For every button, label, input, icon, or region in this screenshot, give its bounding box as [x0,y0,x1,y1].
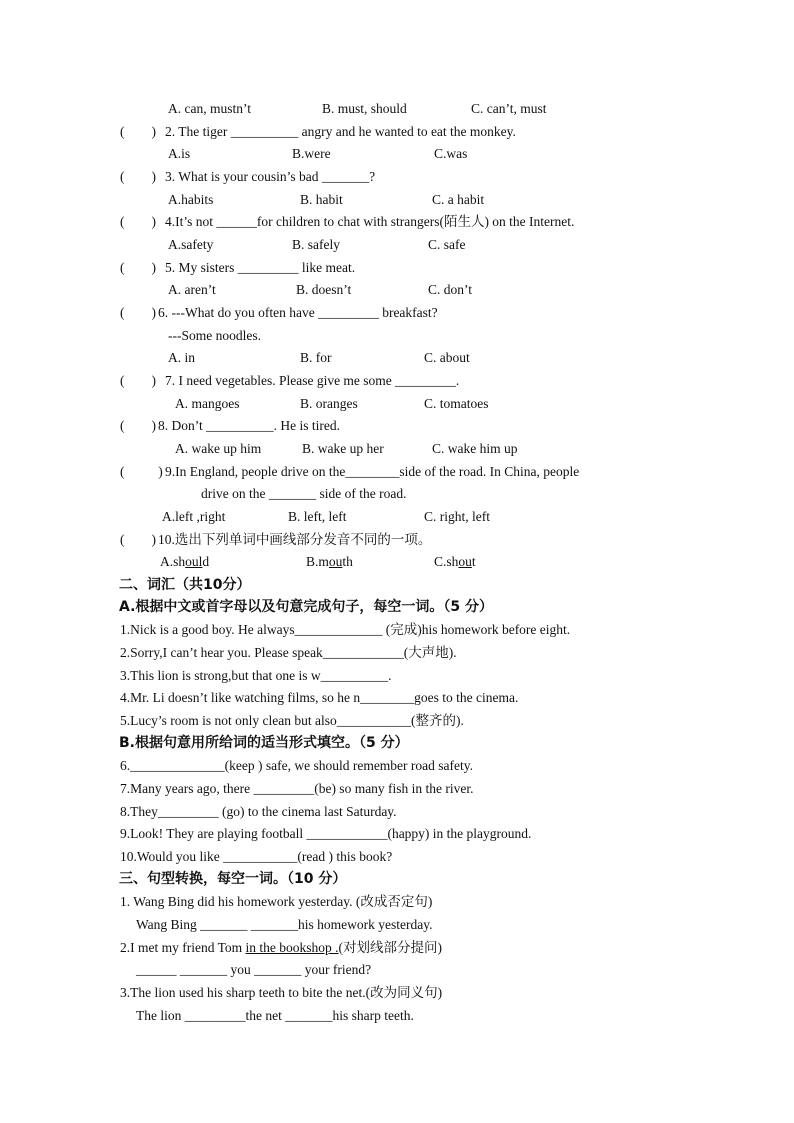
q2-option-c: C.was [434,146,468,161]
vocab-a-item-2: 2.Sorry,I can’t hear you. Please speak____________(大声地). [120,645,457,660]
q6-option-b: B. for [300,350,332,365]
q3-option-c: C. a habit [432,192,485,207]
section2-part-a-heading: A.根据中文或首字母以及句意完成句子，每空一词。（5 分） [119,599,494,615]
q2-paren: ( ) [120,124,156,139]
q10-text: 10.选出下列单词中画线部分发音不同的一项。 [158,532,432,547]
q4-paren: ( ) [120,214,156,229]
q10-option-c: C.shout [434,554,476,569]
q5-text: 5. My sisters _________ like meat. [165,260,356,275]
q6-text: 6. ---What do you often have _________ breakfast? [158,305,438,320]
section3-heading: 三、句型转换，每空一词。（10 分） [119,871,347,887]
q3-option-b: B. habit [300,192,343,207]
vocab-a-item-3: 3.This lion is strong,but that one is w__________. [120,668,392,683]
q4-text: 4.It’s not ______for children to chat with strangers(陌生人) on the Internet. [165,214,575,229]
q8-option-a: A. wake up him [175,441,262,456]
q9-option-b: B. left, left [288,509,347,524]
vocab-b-item-8: 8.They_________ (go) to the cinema last Saturday. [120,804,397,819]
q3-text: 3. What is your cousin’s bad _______? [165,169,376,184]
q1-option-b: B. must, should [322,101,407,116]
q2-option-a: A.is [168,146,191,161]
q9-paren: ( ) [120,464,163,479]
q4-option-c: C. safe [428,237,466,252]
q7-option-a: A. mangoes [175,396,240,411]
q7-option-c: C. tomatoes [424,396,489,411]
vocab-a-item-5: 5.Lucy’s room is not only clean but also___________(整齐的). [120,713,464,728]
vocab-b-item-9: 9.Look! They are playing football ____________(happy) in the playground. [120,826,532,841]
q5-option-a: A. aren’t [168,282,216,297]
q2-option-b: B.were [292,146,331,161]
vocab-b-item-7: 7.Many years ago, there _________(be) so many fish in the river. [120,781,474,796]
q1-option-c: C. can’t, must [471,101,547,116]
q6-answer-line: ---Some noodles. [168,328,261,343]
q4-option-a: A.safety [168,237,214,252]
q7-text: 7. I need vegetables. Please give me some _________. [165,373,460,388]
q3-paren: ( ) [120,169,156,184]
q5-paren: ( ) [120,260,156,275]
q8-option-b: B. wake up her [302,441,384,456]
q3-option-a: A.habits [168,192,214,207]
transform-q1-blank: Wang Bing _______ _______his homework yesterday. [136,917,433,932]
transform-q3: 3.The lion used his sharp teeth to bite the net.(改为同义句) [120,985,443,1000]
q7-option-b: B. oranges [300,396,358,411]
q9-option-a: A.left ,right [162,509,226,524]
transform-q2: 2.I met my friend Tom in the bookshop .(对划线部分提问) [120,940,443,955]
transform-q2-blank: ______ _______ you _______ your friend? [136,962,372,977]
transform-q3-blank: The lion _________the net _______his sharp teeth. [136,1008,414,1023]
q6-paren: ( ) [120,305,156,320]
vocab-a-item-4: 4.Mr. Li doesn’t like watching films, so he n________goes to the cinema. [120,690,519,705]
vocab-b-item-10: 10.Would you like ___________(read ) this book? [120,849,393,864]
q5-option-c: C. don’t [428,282,473,297]
q7-paren: ( ) [120,373,156,388]
q2-text: 2. The tiger __________ angry and he wanted to eat the monkey. [165,124,516,139]
section2-part-b-heading: B.根据句意用所给词的适当形式填空。（5 分） [119,735,409,751]
q8-paren: ( ) [120,418,156,433]
q10-option-a: A.should [160,554,210,569]
q8-option-c: C. wake him up [432,441,518,456]
section2-heading: 二、词汇（共10分） [119,577,251,593]
q1-option-a: A. can, mustn’t [168,101,251,116]
q6-option-c: C. about [424,350,470,365]
q9-text-cont: drive on the _______ side of the road. [201,486,407,501]
q10-option-b: B.mouth [306,554,353,569]
vocab-a-item-1: 1.Nick is a good boy. He always_____________ (完成)his homework before eight. [120,622,571,637]
q6-option-a: A. in [168,350,195,365]
transform-q1: 1. Wang Bing did his homework yesterday. (改成否定句) [120,894,433,909]
vocab-b-item-6: 6.______________(keep ) safe, we should remember road safety. [120,758,474,773]
q9-option-c: C. right, left [424,509,490,524]
q5-option-b: B. doesn’t [296,282,352,297]
q9-text: 9.In England, people drive on the________side of the road. In China, people [165,464,580,479]
q8-text: 8. Don’t __________. He is tired. [158,418,340,433]
q10-paren: ( ) [120,532,156,547]
q4-option-b: B. safely [292,237,340,252]
